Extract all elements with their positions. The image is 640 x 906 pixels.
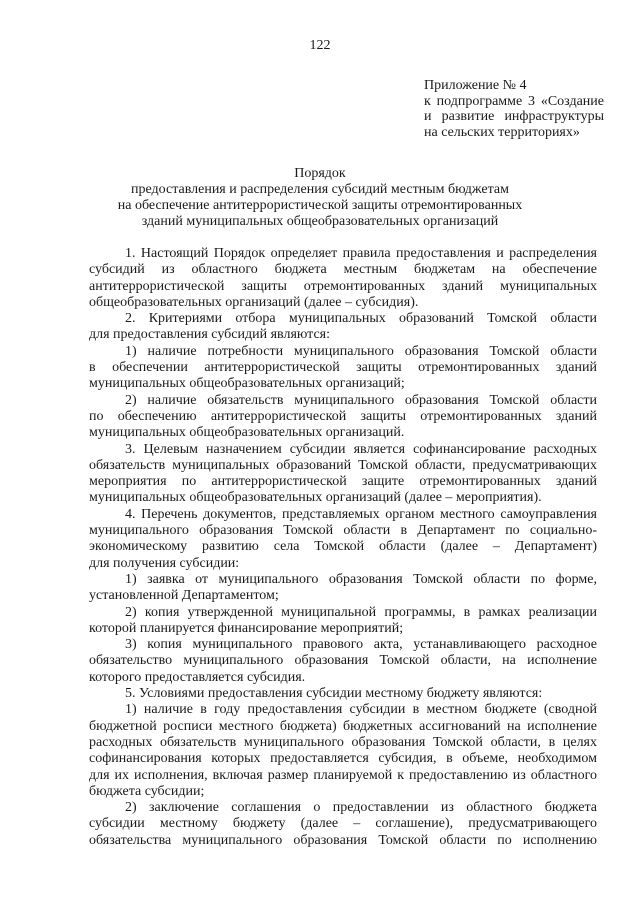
paragraph-line: 2) копия утвержденной муниципальной программы, в рамках реализации xyxy=(125,604,597,620)
paragraph-line: 2) заключение соглашения о предоставлении из областного бюджета xyxy=(125,800,597,816)
appendix-line: Приложение № 4 xyxy=(424,78,527,93)
paragraph-line: установленной Департаментом; xyxy=(89,588,279,604)
document-body xyxy=(89,246,597,849)
paragraph-line: антитеррористической защиты отремонтированных зданий муниципальных xyxy=(89,278,597,294)
paragraph xyxy=(89,311,597,344)
paragraph xyxy=(89,800,597,849)
paragraph xyxy=(89,572,597,605)
title-line: Порядок xyxy=(294,166,346,181)
paragraph-line: 1. Настоящий Порядок определяет правила предоставления и распределения xyxy=(125,246,597,261)
paragraph-line: муниципальных общеобразовательных организаций; xyxy=(89,376,405,392)
paragraph xyxy=(89,246,597,311)
title-line: зданий муниципальных общеобразовательных организаций xyxy=(141,214,499,229)
paragraph-line: общеобразовательных организаций (далее – субсидия). xyxy=(89,294,419,310)
paragraph xyxy=(89,686,597,702)
paragraph-line: муниципального образования Томской области в Департамент по социально- xyxy=(89,523,597,539)
appendix-header xyxy=(424,78,604,140)
paragraph-line: субсидии местному бюджету (далее – соглашение), предусматривающего xyxy=(89,816,597,832)
paragraph-line: 1) заявка от муниципального образования Томской области по форме, xyxy=(125,571,597,587)
paragraph-line: по обеспечению антитеррористической защиты отремонтированных зданий xyxy=(89,408,597,424)
paragraph-line: бюджета субсидии; xyxy=(89,783,205,799)
appendix-line: на сельских территориях» xyxy=(424,124,580,140)
appendix-line: и развитие инфраструктуры xyxy=(424,109,604,124)
paragraph-line: для их исполнения, включая размер планируемой к предоставлению из областного xyxy=(89,767,597,783)
paragraph-line: 3) копия муниципального правового акта, устанавливающего расходное xyxy=(125,637,597,653)
paragraph-line: софинансирования которых предоставляется субсидия, в объеме, необходимом xyxy=(89,751,597,767)
paragraph-line: расходных обязательств муниципального образования Томской области, в целях xyxy=(89,734,597,750)
paragraph xyxy=(89,702,597,800)
document-title xyxy=(40,166,600,230)
paragraph xyxy=(89,605,597,638)
paragraph-line: обязательство муниципального образования Томской области, на исполнение xyxy=(89,653,597,669)
paragraph-line: мероприятия по антитеррористической защите отремонтированных зданий xyxy=(89,474,597,490)
paragraph-line: бюджетной росписи местного бюджета) бюджетных ассигнований на исполнение xyxy=(89,718,597,734)
paragraph xyxy=(89,507,597,572)
paragraph-line: которого предоставляется субсидия. xyxy=(89,669,306,685)
title-line: на обеспечение антитеррористической защиты отремонтированных xyxy=(117,198,523,213)
paragraph-line: 4. Перечень документов, представляемых органом местного самоуправления xyxy=(125,506,597,522)
paragraph-line: обязательств муниципальных образований Томской области, предусматривающих xyxy=(89,457,597,473)
paragraph-line: муниципальных общеобразовательных организаций. xyxy=(89,425,405,441)
paragraph-line: 2. Критериями отбора муниципальных образований Томской области xyxy=(125,311,597,327)
paragraph-line: 1) наличие в году предоставления субсидии в местном бюджете (сводной xyxy=(125,702,597,718)
paragraph-line: для получения субсидии: xyxy=(89,555,240,571)
paragraph-line: которой планируется финансирование мероприятий; xyxy=(89,620,404,636)
paragraph xyxy=(89,637,597,686)
paragraph xyxy=(89,393,597,442)
appendix-line: к подпрограмме 3 «Создание xyxy=(424,93,604,109)
paragraph-line: 2) наличие обязательств муниципального образования Томской области xyxy=(125,392,597,408)
paragraph-line: обязательства муниципального образования Томской области по исполнению xyxy=(89,832,597,848)
paragraph-line: 1) наличие потребности муниципального образования Томской области xyxy=(125,343,597,359)
paragraph-line: экономическому развитию села Томской области (далее – Департамент) xyxy=(89,539,597,555)
title-line: предоставления и распределения субсидий местным бюджетам xyxy=(130,182,509,197)
paragraph-line: муниципальных общеобразовательных организаций (далее – мероприятия). xyxy=(89,490,542,506)
paragraph-line: субсидий из областного бюджета местным бюджетам на обеспечение xyxy=(89,262,597,278)
paragraph xyxy=(89,442,597,507)
paragraph-line: 3. Целевым назначением субсидии является софинансирование расходных xyxy=(125,441,597,457)
paragraph xyxy=(89,344,597,393)
paragraph-line: в обеспечении антитеррористической защиты отремонтированных зданий xyxy=(89,360,597,376)
page-number: 122 xyxy=(309,38,331,53)
paragraph-line: 5. Условиями предоставления субсидии местному бюджету являются: xyxy=(125,686,543,702)
paragraph-line: для предоставления субсидий являются: xyxy=(89,327,330,343)
